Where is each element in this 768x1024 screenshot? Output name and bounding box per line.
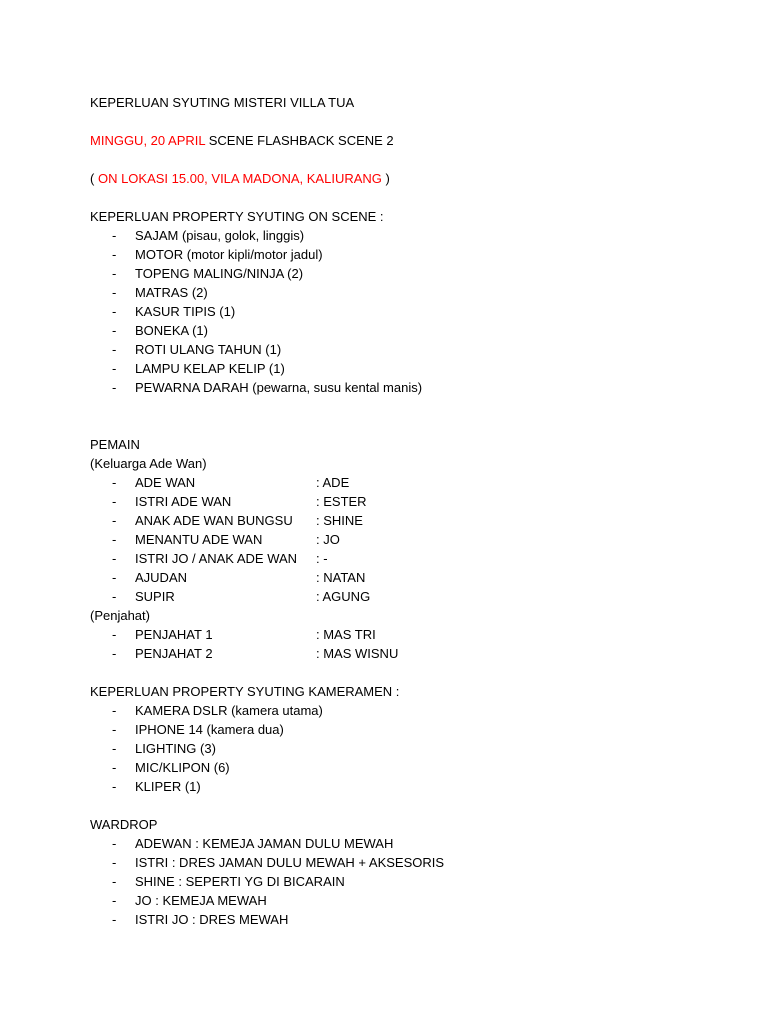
cast-row: [90, 568, 730, 587]
list-item: [90, 283, 730, 302]
cast-actor: : AGUNG: [316, 589, 371, 604]
list-item: [90, 302, 730, 321]
list-item: [90, 340, 730, 359]
bullet-dash: -: [112, 475, 117, 490]
bullet-dash: -: [112, 532, 117, 547]
list-item: [90, 834, 730, 853]
list-item-text: KLIPER (1): [135, 779, 201, 794]
schedule-date: MINGGU, 20 APRIL: [90, 133, 206, 148]
wardrobe-list: [90, 834, 730, 929]
property-scene-heading: KEPERLUAN PROPERTY SYUTING ON SCENE :: [90, 209, 384, 224]
bullet-dash: -: [112, 855, 117, 870]
cast-role: ISTRI JO / ANAK ADE WAN: [135, 551, 298, 566]
bullet-dash: -: [112, 836, 117, 851]
list-item: [90, 853, 730, 872]
list-item-text: PEWARNA DARAH (pewarna, susu kental manis): [135, 380, 423, 395]
list-item: [90, 739, 730, 758]
cast-row: [90, 473, 730, 492]
list-item-text: MIC/KLIPON (6): [135, 760, 230, 775]
paren-open: (: [90, 171, 98, 186]
list-item-text: TOPENG MALING/NINJA (2): [135, 266, 304, 281]
list-item-text: BONEKA (1): [135, 323, 208, 338]
cast-actor: : NATAN: [316, 570, 366, 585]
cast-role: PENJAHAT 2: [135, 646, 213, 661]
list-item: [90, 264, 730, 283]
cast-actor: : ESTER: [316, 494, 367, 509]
cast-heading: PEMAIN: [90, 437, 140, 452]
bullet-dash: -: [112, 247, 117, 262]
property-scene-list: [90, 226, 730, 397]
cast-row: [90, 644, 730, 663]
cast-role: SUPIR: [135, 589, 175, 604]
cast-row: [90, 625, 730, 644]
list-item-text: ADEWAN : KEMEJA JAMAN DULU MEWAH: [135, 836, 394, 851]
bullet-dash: -: [112, 342, 117, 357]
list-item-text: KAMERA DSLR (kamera utama): [135, 703, 323, 718]
list-item: [90, 378, 730, 397]
list-item-text: IPHONE 14 (kamera dua): [135, 722, 284, 737]
schedule-line: [90, 131, 730, 150]
list-item-text: JO : KEMEJA MEWAH: [135, 893, 267, 908]
list-item-text: SHINE : SEPERTI YG DI BICARAIN: [135, 874, 345, 889]
cast-role: ISTRI ADE WAN: [135, 494, 232, 509]
family-heading: (Keluarga Ade Wan): [90, 456, 207, 471]
bullet-dash: -: [112, 266, 117, 281]
cast-row: [90, 492, 730, 511]
list-item-text: ISTRI : DRES JAMAN DULU MEWAH + AKSESORIS: [135, 855, 445, 870]
list-item: [90, 891, 730, 910]
bullet-dash: -: [112, 627, 117, 642]
property-camera-list: [90, 701, 730, 796]
document-title: KEPERLUAN SYUTING MISTERI VILLA TUA: [90, 95, 355, 110]
list-item: [90, 910, 730, 929]
list-item-text: ISTRI JO : DRES MEWAH: [135, 912, 289, 927]
family-cast-list: [90, 473, 730, 606]
location-text: ON LOKASI 15.00, VILA MADONA, KALIURANG: [97, 171, 382, 186]
wardrobe-heading: WARDROP: [90, 817, 158, 832]
bullet-dash: -: [112, 912, 117, 927]
list-item-text: MATRAS (2): [135, 285, 208, 300]
bullet-dash: -: [112, 228, 117, 243]
list-item-text: LIGHTING (3): [135, 741, 216, 756]
bullet-dash: -: [112, 589, 117, 604]
cast-actor: : -: [316, 551, 328, 566]
bullet-dash: -: [112, 361, 117, 376]
bullet-dash: -: [112, 285, 117, 300]
list-item-text: ROTI ULANG TAHUN (1): [135, 342, 282, 357]
cast-actor: : SHINE: [316, 513, 363, 528]
cast-role: ANAK ADE WAN BUNGSU: [135, 513, 293, 528]
cast-role: ADE WAN: [135, 475, 196, 490]
bullet-dash: -: [112, 874, 117, 889]
list-item: [90, 758, 730, 777]
list-item-text: LAMPU KELAP KELIP (1): [135, 361, 285, 376]
list-item: [90, 359, 730, 378]
cast-actor: : MAS TRI: [316, 627, 376, 642]
document-body: [90, 93, 730, 929]
list-item-text: MOTOR (motor kipli/motor jadul): [135, 247, 323, 262]
list-item: [90, 321, 730, 340]
bullet-dash: -: [112, 551, 117, 566]
bullet-dash: -: [112, 722, 117, 737]
cast-role: MENANTU ADE WAN: [135, 532, 263, 547]
location-line: [90, 169, 730, 188]
villain-heading: (Penjahat): [90, 608, 150, 623]
bullet-dash: -: [112, 703, 117, 718]
list-item-text: SAJAM (pisau, golok, linggis): [135, 228, 305, 243]
list-item: [90, 245, 730, 264]
bullet-dash: -: [112, 779, 117, 794]
cast-role: PENJAHAT 1: [135, 627, 213, 642]
cast-row: [90, 511, 730, 530]
bullet-dash: -: [112, 741, 117, 756]
bullet-dash: -: [112, 760, 117, 775]
bullet-dash: -: [112, 494, 117, 509]
list-item: [90, 720, 730, 739]
cast-actor: : ADE: [316, 475, 350, 490]
cast-actor: : JO: [316, 532, 340, 547]
list-item: [90, 777, 730, 796]
schedule-scene: SCENE FLASHBACK SCENE 2: [205, 133, 394, 148]
list-item: [90, 872, 730, 891]
cast-role: AJUDAN: [135, 570, 188, 585]
bullet-dash: -: [112, 513, 117, 528]
list-item: [90, 226, 730, 245]
bullet-dash: -: [112, 646, 117, 661]
property-camera-heading: KEPERLUAN PROPERTY SYUTING KAMERAMEN :: [90, 684, 400, 699]
paren-close: ): [381, 171, 390, 186]
bullet-dash: -: [112, 893, 117, 908]
list-item-text: KASUR TIPIS (1): [135, 304, 236, 319]
villain-cast-list: [90, 625, 730, 663]
bullet-dash: -: [112, 323, 117, 338]
cast-row: [90, 587, 730, 606]
cast-row: [90, 530, 730, 549]
cast-row: [90, 549, 730, 568]
cast-actor: : MAS WISNU: [316, 646, 399, 661]
bullet-dash: -: [112, 380, 117, 395]
bullet-dash: -: [112, 570, 117, 585]
list-item: [90, 701, 730, 720]
bullet-dash: -: [112, 304, 117, 319]
